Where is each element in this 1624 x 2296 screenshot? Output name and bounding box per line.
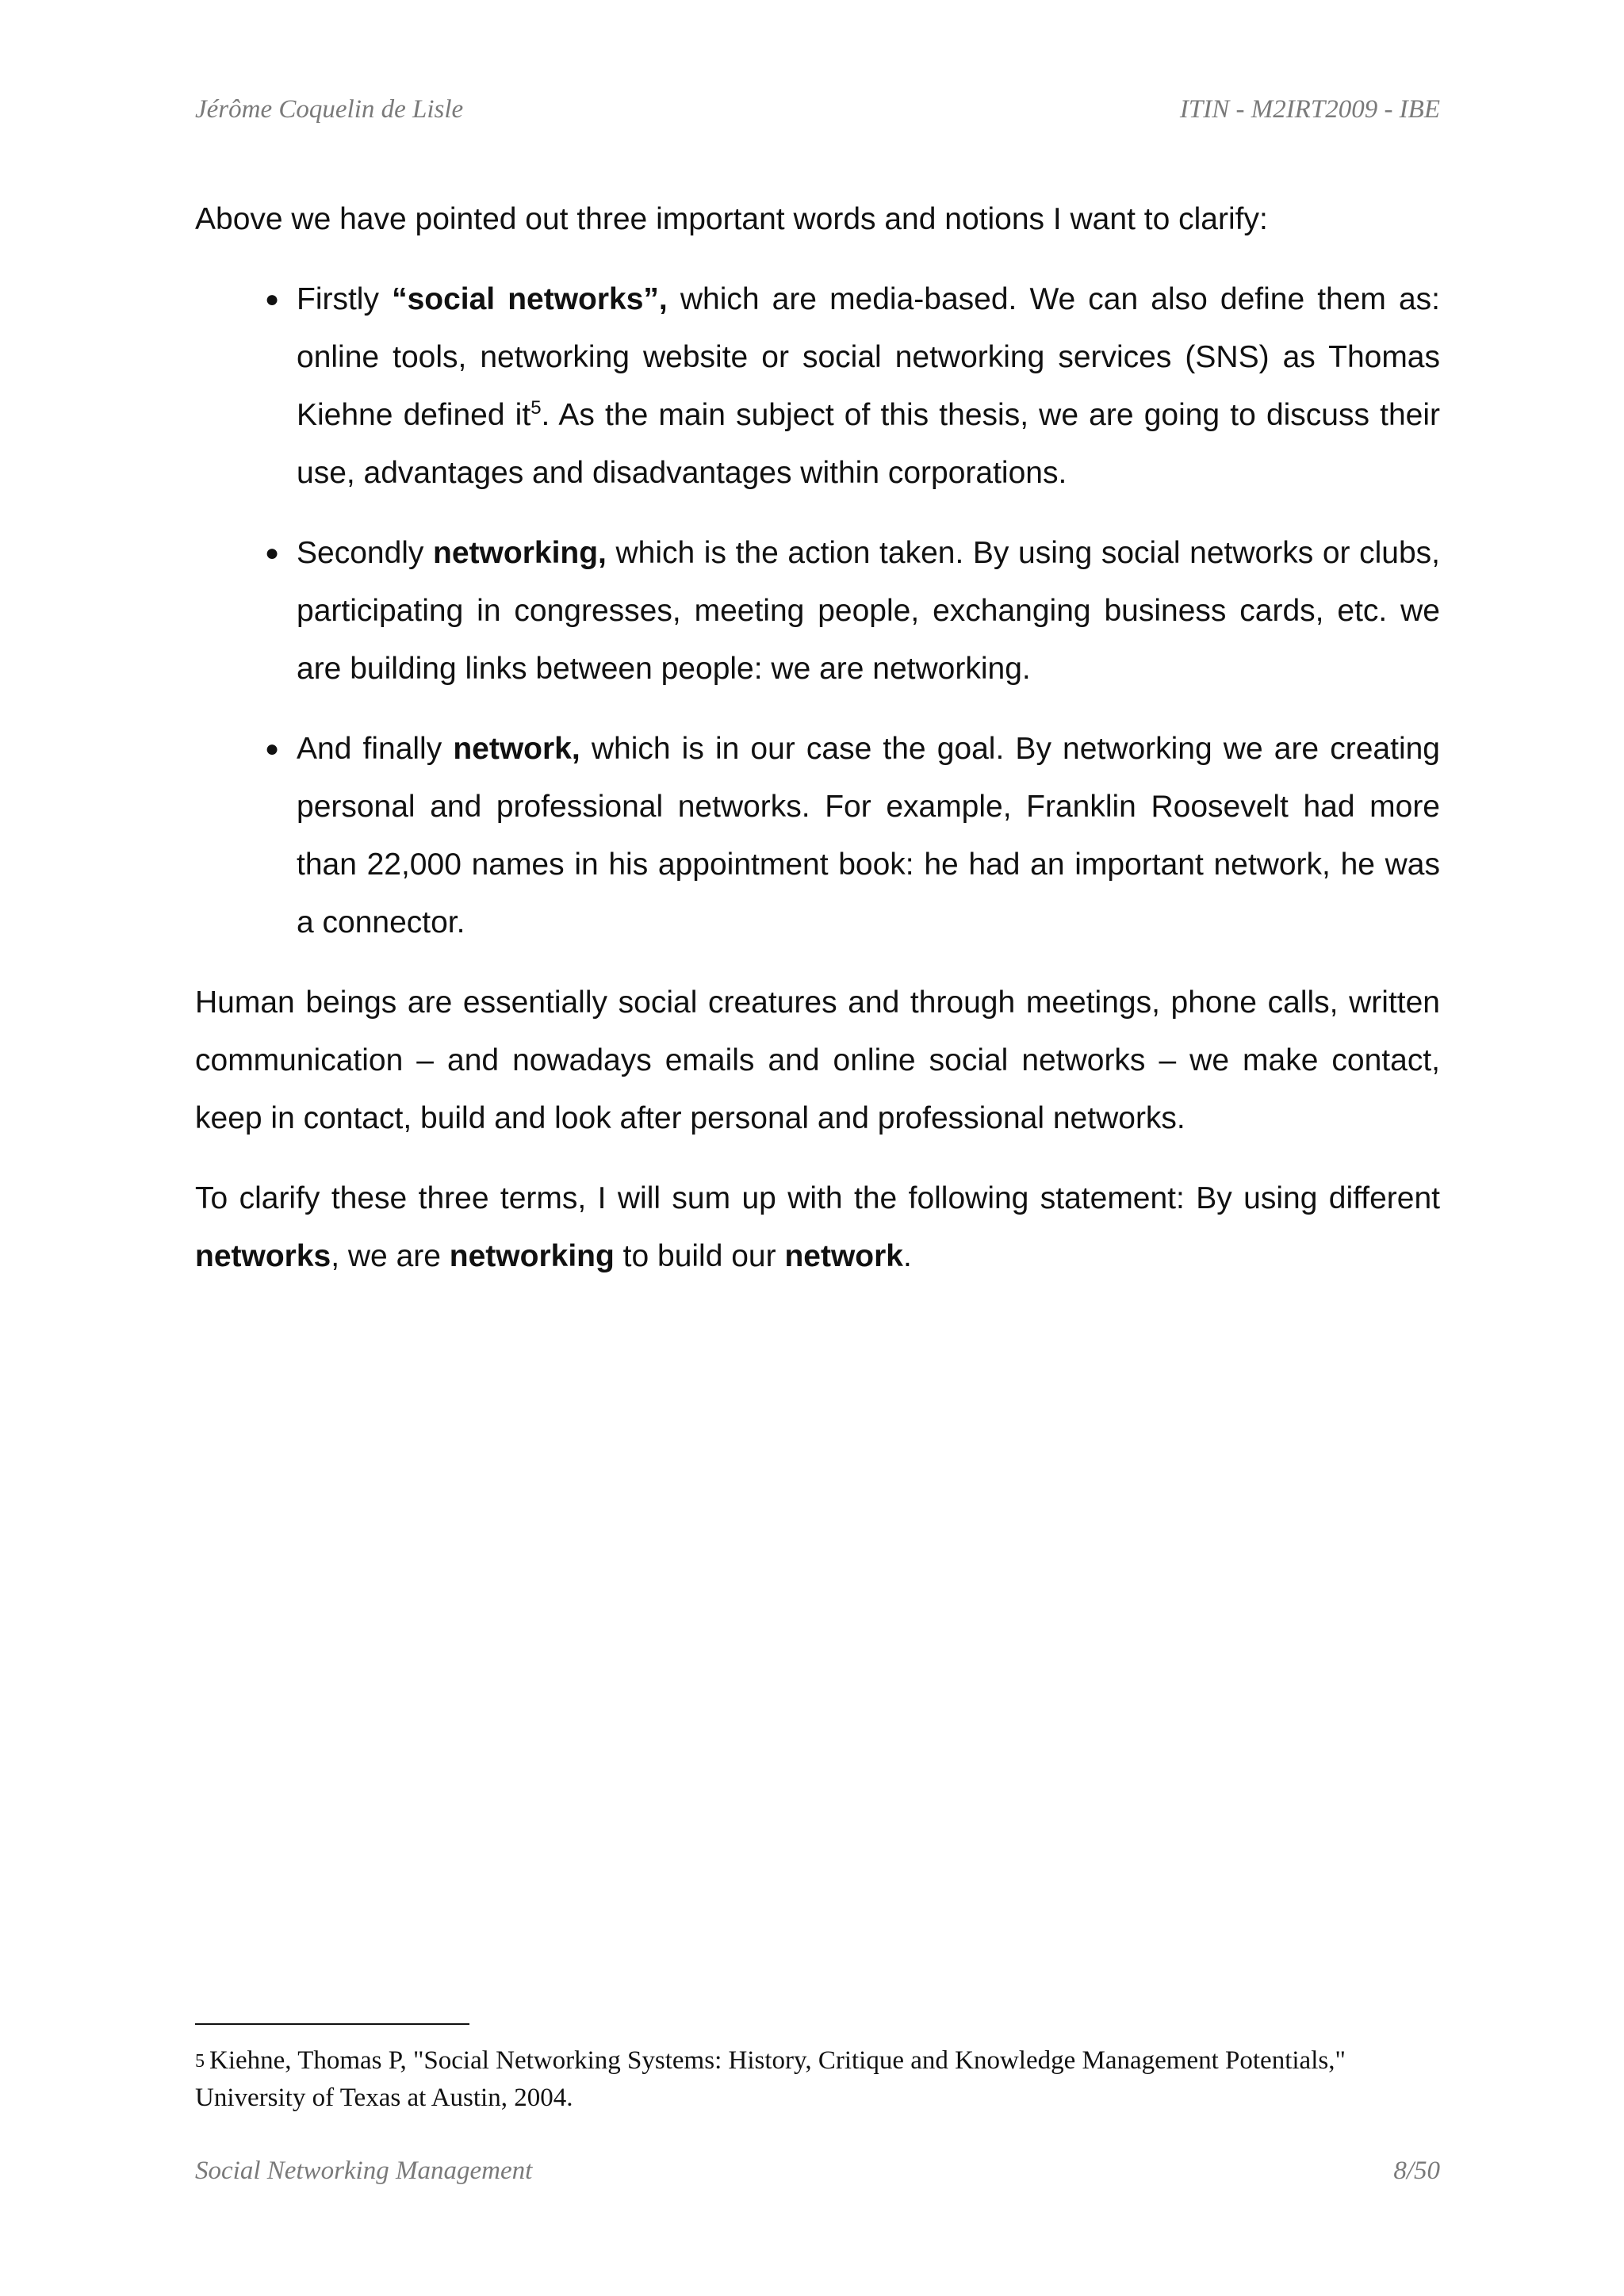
term-network: network, [453,732,580,766]
header-author: Jérôme Coquelin de Lisle [195,95,464,124]
page-number: 8/50 [1393,2156,1440,2185]
summary-text: . [902,1239,912,1273]
intro-paragraph: Above we have pointed out three important words and notions I want to clarify: [195,202,1268,236]
terms-list [195,270,1440,951]
footnote [195,2042,1416,2116]
bullet-lead: Secondly [297,536,434,570]
bullet-text: which is the action taken. By using social networks or clubs, participating in congresses, meeting people, exchanging business cards, etc. we are building links between people: we are networking. [297,536,1440,686]
term-social-networks: “social networks”, [392,282,668,316]
footnote-mark: 5 [195,2051,205,2072]
summary-bold-networking: networking [449,1239,615,1273]
bullet-lead: Firstly [297,282,393,316]
running-header [195,95,1440,124]
summary-text: , we are [331,1239,450,1273]
footer-title: Social Networking Management [195,2156,533,2185]
bullet-text: which is in our case the goal. By networking we are creating personal and professional networks. For example, Franklin Roosevelt had more than 22,000 names in his appointment book: he had an important network, he was a connector. [297,732,1440,939]
footnote-divider [195,2023,469,2025]
summary-text: to build our [614,1239,785,1273]
list-item [195,720,1440,951]
list-item [195,270,1440,502]
summary-bold-networks: networks [195,1239,331,1273]
summary-bold-network: network [784,1239,903,1273]
bullet-text-continued: . As the main subject of this thesis, we are going to discuss their use, advantages and disadvantages within corporations. [297,398,1440,490]
footnote-text: Kiehne, Thomas P, "Social Networking Systems: History, Critique and Knowledge Management Potentials," University of Texas at Austin, 2004. [195,2046,1346,2112]
human-beings-paragraph: Human beings are essentially social creatures and through meetings, phone calls, written communication – and nowadays emails and online social networks – we make contact, keep in contact, build and look after personal and professional networks. [195,985,1440,1135]
header-course: ITIN - M2IRT2009 - IBE [1179,95,1440,124]
bullet-icon: ● [265,540,280,566]
bullet-lead: And finally [297,732,454,766]
running-footer [195,2156,1440,2186]
bullet-text: which are media-based. We can also define them as: online tools, networking website or social networking services (SNS) as Thomas Kiehne defined it [297,282,1441,432]
bullet-icon: ● [265,286,280,312]
body-text [195,190,1440,1307]
term-networking: networking, [433,536,607,570]
footnote-reference[interactable]: 5 [530,397,542,419]
list-item [195,524,1440,698]
summary-text: To clarify these three terms, I will sum up with the following statement: By using different [195,1181,1440,1215]
bullet-icon: ● [265,736,280,762]
summary-paragraph [195,1169,1440,1285]
